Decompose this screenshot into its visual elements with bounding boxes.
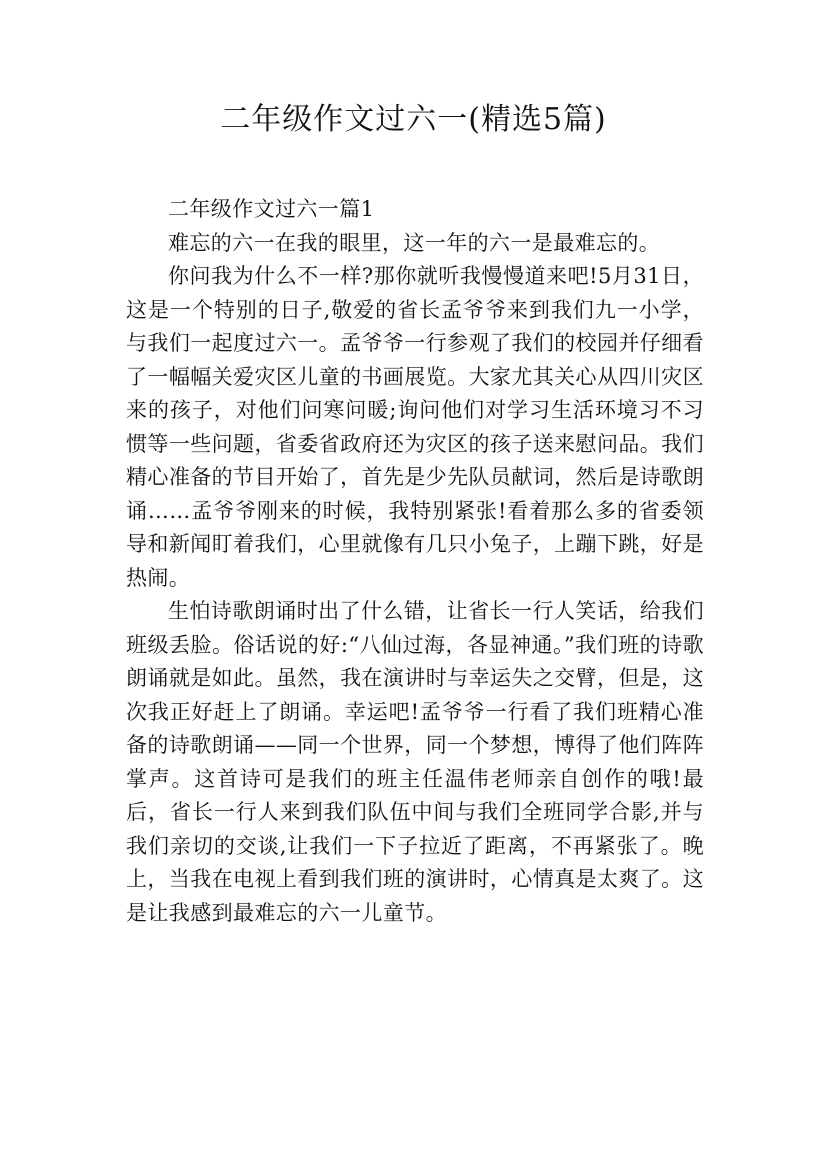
document-body [126,193,704,930]
paragraph: 难忘的六一在我的眼里，这一年的六一是最难忘的。 [168,230,661,255]
paragraph: 你问我为什么不一样?那你就听我慢慢道来吧!5月31日，这是一个特别的日子,敬爱的省长孟爷爷来到我们九一小学，与我们一起度过六一。孟爷爷一行参观了我们的校园并仔细看了一幅幅关爱灾区儿童的书画展览。大家尤其关心从四川灾区来的孩子，对他们问寒问暖;询问他们对学习生活环境习不习惯等一些问题，省委省政府还为灾区的孩子送来慰问品。我们精心准备的节目开始了，首先是少先队员献词，然后是诗歌朗诵……孟爷爷刚来的时候，我特别紧张!看着那么多的省委领导和新闻盯着我们，心里就像有几只小兔子，上蹦下跳，好是热闹。 [126,264,704,590]
section-heading: 二年级作文过六一篇1 [168,197,375,221]
paragraph: 生怕诗歌朗诵时出了什么错，让省长一行人笑话，给我们班级丢脸。俗话说的好:“八仙过海，各显神通。”我们班的诗歌朗诵就是如此。虽然，我在演讲时与幸运失之交臂，但是，这次我正好赶上了朗诵。幸运吧!孟爷爷一行看了我们班精心准备的诗歌朗诵——同一个世界，同一个梦想，博得了他们阵阵掌声。这首诗可是我们的班主任温伟老师亲自创作的哦!最后，省长一行人来到我们队伍中间与我们全班同学合影,并与我们亲切的交谈,让我们一下子拉近了距离，不再紧张了。晚上，当我在电视上看到我们班的演讲时，心情真是太爽了。这是让我感到最难忘的六一儿童节。 [126,599,704,925]
document-title: 二年级作文过六一(精选5篇) [220,102,607,137]
